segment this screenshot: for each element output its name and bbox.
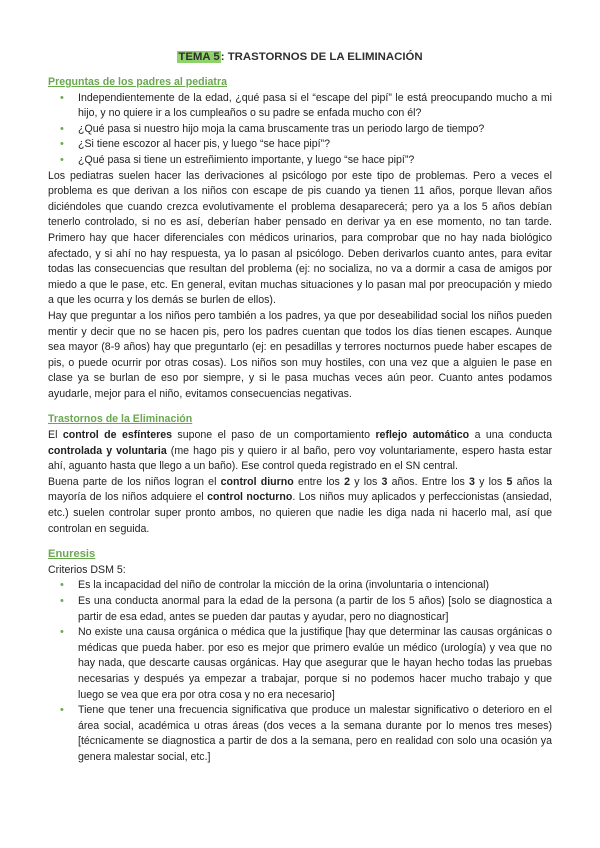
list-item: • No existe una causa orgánica o médica que la justifique [hay que determinar las causas orgánicas o médicas que pueda haber. por eso es mejor que primero evalúe un médico (urología) y vea que no hay nada, que descarte causas orgánicas. Hay que asegurar que le hayan hecho todas las pruebas necesarias y después ya empezar a trabajar, porque si no podemos hacer mucho trabajo y que luego se vea que era por otra cosa y no era necesario] — [60, 626, 552, 701]
bullet-icon: • — [60, 122, 64, 135]
section-heading-enuresis: Enuresis — [48, 548, 96, 561]
paragraph-control-diurno: Buena parte de los niños logran el control diurno entre los 2 y los 3 años. Entre los 3 y los 5 años la mayoría de los niños adquiere el control nocturno. Los niños muy aplicados y perfeccionistas (ansiedad, etc.) suelen controlar super pronto ambos, no quieren que nadie les diga nada ni hacerlo mal, así que controlan en seguida. — [48, 475, 553, 535]
title-rest: : TRASTORNOS DE LA ELIMINACIÓN — [220, 51, 423, 63]
bullet-list-preguntas — [48, 91, 552, 169]
list-item: • ¿Si tiene escozor al hacer pis, y luego “se hace pipí”? — [48, 137, 552, 153]
bullet-icon: • — [60, 704, 64, 717]
title-highlight: TEMA 5 — [178, 51, 220, 63]
paragraph-preguntar: Hay que preguntar a los niños pero también a los padres, ya que por deseabilidad social los niños pueden mentir y decir que no se hacen pis, pero los padres cuentan que todos los días tienen escapes. Aunque sea mayor (8-9 años) hay que preguntarlo (ej: en pesadillas y terrores nocturnos puede haber escapes de pis, o puede ocurrir por otras cosas). Los niños son muy hostiles, con una vez que a alguien le pase en clase ya se burlan de eso por siempre, y si le pasa muchas veces aún peor. Cuanto antes podamos ayudarle, mejor para el niño, evitamos consecuencias negativas. — [48, 309, 552, 400]
bullet-icon: • — [60, 91, 64, 104]
list-item: • Independientemente de la edad, ¿qué pasa si el “escape del pipí” le está preocupando mucho a mi hijo, y no quiere ir a los cumpleaños o su padre se enfada mucho con él? — [60, 91, 552, 120]
list-item: • ¿Qué pasa si tiene un estreñimiento importante, y luego “se hace pipí”? — [48, 153, 552, 169]
bullet-icon: • — [60, 595, 64, 607]
bullet-icon: • — [60, 626, 64, 639]
section-heading-trastornos: Trastornos de la Eliminación — [48, 413, 193, 426]
list-item: • Es la incapacidad del niño de controlar la micción de la orina (involuntaria o intencional) — [48, 578, 552, 594]
list-item: • ¿Qué pasa si nuestro hijo moja la cama bruscamente tras un periodo largo de tiempo? — [48, 122, 552, 138]
list-item: • Es una conducta anormal para la edad de la persona (a partir de los 5 años) [solo se diagnostica a partir de esa edad, antes se pueden dar pautas y ayudar, pero no diagnosticar] — [60, 595, 552, 623]
bullet-icon: • — [60, 153, 64, 166]
section-heading-preguntas: Preguntas de los padres al pediatra — [48, 76, 227, 88]
criterios-intro: Criterios DSM 5: — [48, 563, 126, 576]
page-title — [48, 50, 552, 65]
paragraph-control-esfinteres: El control de esfínteres supone el paso de un comportamiento reflejo automático a una conducta controlada y voluntaria (me hago pis y quiero ir al baño, pero voy voluntariamente, espero hasta estar ahí, aguanto hasta que llego a un baño). Ese control queda registrado en el SN central. — [48, 429, 552, 473]
list-item: • Tiene que tener una frecuencia significativa que produce un malestar significativo o deterioro en el área social, académica u otras áreas (dos veces a la semana durante por lo menos tres meses) [técnicamente se diagnostica a partir de dos a la semana, pero en realidad con solo una ocasión ya genera malestar social, etc.] — [60, 704, 552, 763]
paragraph-derivaciones: Los pediatras suelen hacer las derivaciones al psicólogo por este tipo de problemas. Pero a veces el problema es que derivan a los niños con escape de pis cuando ya tienen 11 años, porque llevan años diciéndoles que cuando crezca evolutivamente el problema desaparecerá; pero ya a los 5 años debían tenerlo controlado, si no es así, deberían haber pensado en derivar ya en ese momento, no tan tarde. Primero hay que hacer diferenciales con médicos urinarios, para comprobar que no hay nada biológico afectado, y si ahí no hay respuesta, ya lo pasan al psicólogo. Deben derivarlos cuanto antes, para evitar todas las consecuencias que resultan del problema (ej: no socializa, no va a dormir a casa de amigos por miedo a que le pase, etc. En general, evitan muchas situaciones y lo pasan mal por preocupación y miedo a que les ocurra y los demás se burlen de ellos). — [48, 169, 552, 307]
bullet-icon: • — [60, 138, 64, 151]
bullet-icon: • — [60, 579, 64, 592]
bullet-list-criterios — [48, 578, 552, 765]
